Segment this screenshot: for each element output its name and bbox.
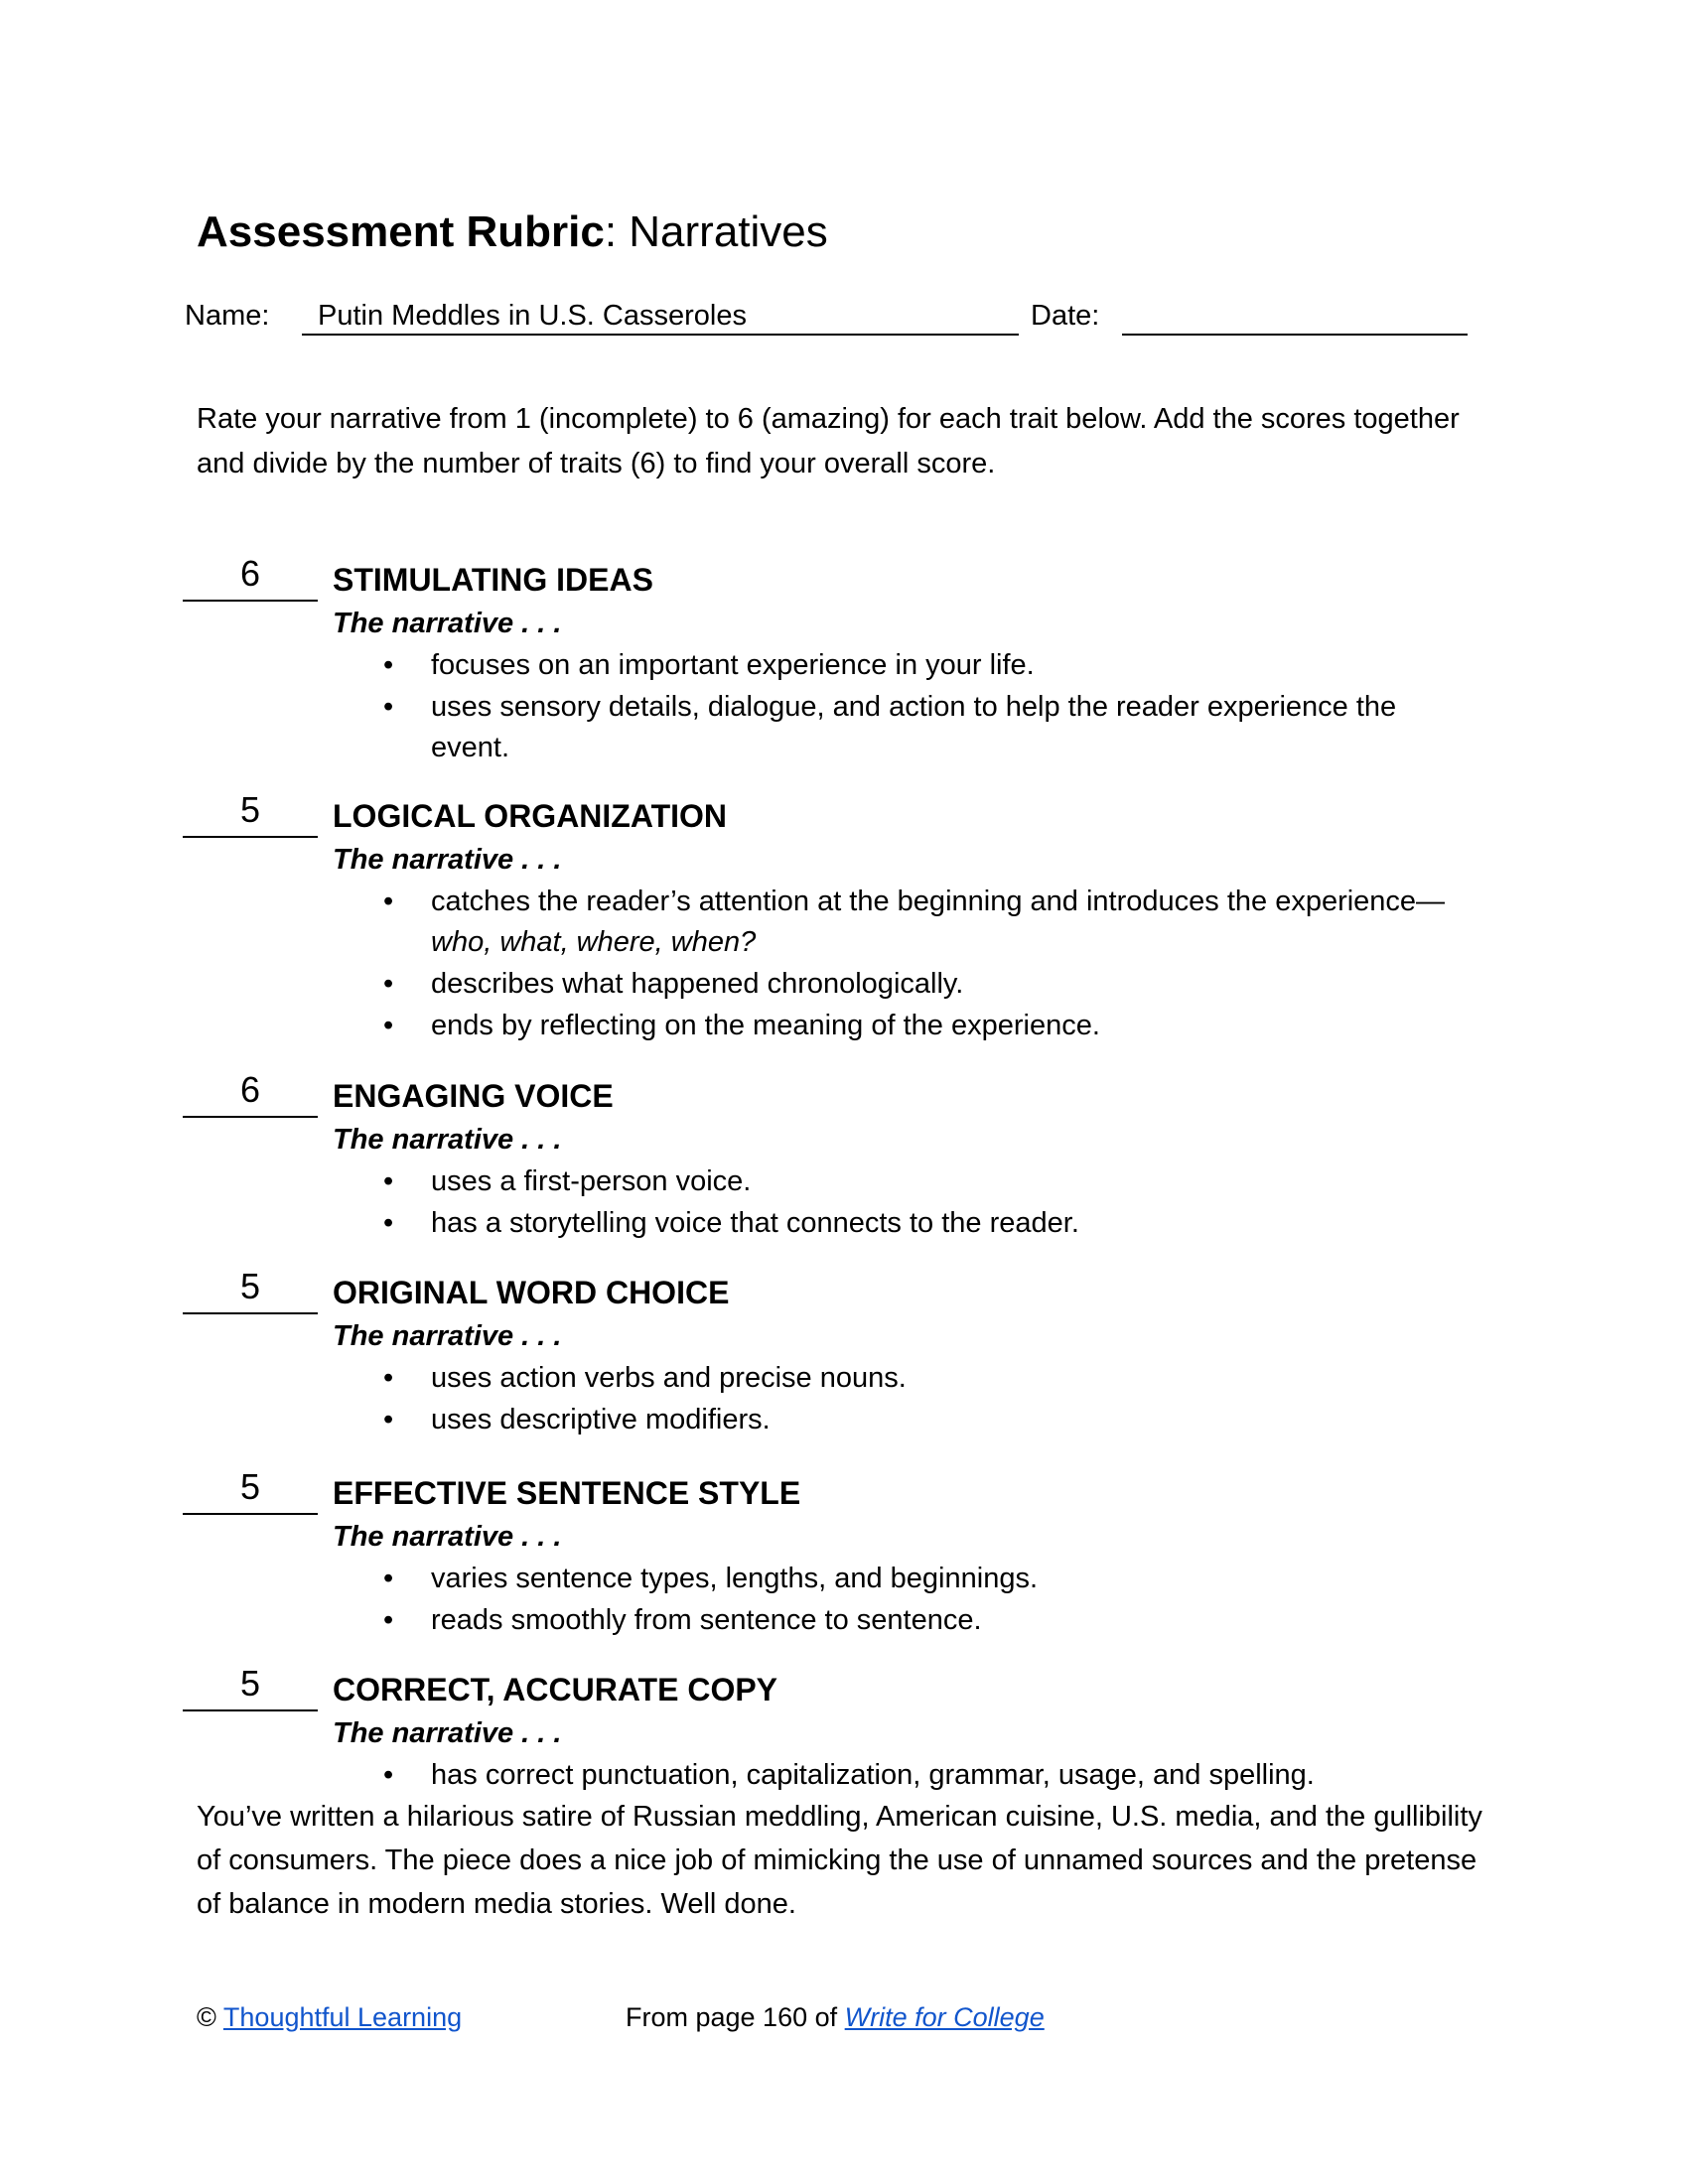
criteria-list <box>0 1559 1688 1642</box>
bullet-icon: • <box>383 1404 394 1435</box>
criteria-list <box>0 645 1688 769</box>
criterion-text: varies sentence types, lengths, and beginnings. <box>431 1563 1039 1594</box>
criterion-text: uses action verbs and precise nouns. <box>431 1362 907 1394</box>
criterion-italic: who, what, where, when? <box>431 926 757 958</box>
trait-title: STIMULATING IDEAS <box>333 562 653 598</box>
score-field[interactable]: 6 <box>183 1070 318 1118</box>
list-item <box>0 1006 1464 1046</box>
trait-title: ENGAGING VOICE <box>333 1078 614 1114</box>
trait-subhead: The narrative . . . <box>333 844 562 876</box>
list-item <box>0 964 1464 1005</box>
list-item <box>0 1600 1464 1641</box>
copyright-symbol: © <box>197 2002 216 2032</box>
footer-copyright <box>197 1997 462 2037</box>
page-title <box>197 205 828 260</box>
list-item <box>0 687 1464 768</box>
bullet-icon: • <box>383 1207 394 1239</box>
book-link[interactable]: Write for College <box>844 2002 1045 2032</box>
list-item <box>0 1400 1464 1440</box>
title-rest: : Narratives <box>604 207 828 256</box>
list-item <box>0 1559 1464 1599</box>
bullet-icon: • <box>383 1563 394 1594</box>
instructions: Rate your narrative from 1 (incomplete) to 6 (amazing) for each trait below. Add the scores together and divide by the number of traits (6) to find your overall score. <box>197 403 1460 479</box>
score-field[interactable]: 5 <box>183 1467 318 1515</box>
trait-title: ORIGINAL WORD CHOICE <box>333 1275 730 1310</box>
list-item <box>0 1203 1464 1244</box>
criterion-text: has correct punctuation, capitalization, grammar, usage, and spelling. <box>431 1759 1315 1791</box>
bullet-icon: • <box>383 1604 394 1636</box>
title-bold: Assessment Rubric <box>197 207 605 256</box>
trait-title: CORRECT, ACCURATE COPY <box>333 1672 778 1707</box>
list-item <box>0 1755 1464 1796</box>
criteria-list <box>0 1755 1688 1797</box>
criteria-list <box>0 882 1688 1047</box>
criterion-text: uses a first-person voice. <box>431 1165 752 1197</box>
bullet-icon: • <box>383 1165 394 1197</box>
bullet-icon: • <box>383 968 394 1000</box>
list-item <box>0 1358 1464 1399</box>
teacher-comment: You’ve written a hilarious satire of Russian meddling, American cuisine, U.S. media, and the gullibility of consumers. The piece does a nice job of mimicking the use of unnamed sources and the pretense of balance in modern media stories. Well done. <box>197 1801 1482 1920</box>
criterion-text: describes what happened chronologically. <box>431 968 964 1000</box>
publisher-link[interactable]: Thoughtful Learning <box>222 2002 463 2032</box>
name-field[interactable]: Putin Meddles in U.S. Casseroles <box>302 294 1019 336</box>
footer-source <box>626 1997 1045 2037</box>
criterion-text: reads smoothly from sentence to sentence. <box>431 1604 982 1636</box>
trait-subhead: The narrative . . . <box>333 1124 562 1156</box>
source-prefix: From page 160 of <box>626 2002 838 2032</box>
score-field[interactable]: 6 <box>183 554 318 602</box>
criterion-text: ends by reflecting on the meaning of the experience. <box>431 1010 1100 1041</box>
trait-subhead: The narrative . . . <box>333 1521 562 1553</box>
list-item <box>0 645 1464 686</box>
trait-subhead: The narrative . . . <box>333 1320 562 1352</box>
trait-title: EFFECTIVE SENTENCE STYLE <box>333 1475 801 1511</box>
bullet-icon: • <box>383 691 394 723</box>
bullet-icon: • <box>383 1362 394 1394</box>
criterion-text: has a storytelling voice that connects to the reader. <box>431 1207 1079 1239</box>
bullet-icon: • <box>383 1010 394 1041</box>
list-item <box>0 882 1464 963</box>
criteria-list <box>0 1161 1688 1245</box>
date-field[interactable] <box>1122 294 1468 336</box>
criterion-text: uses descriptive modifiers. <box>431 1404 771 1435</box>
score-field[interactable]: 5 <box>183 1664 318 1711</box>
bullet-icon: • <box>383 1759 394 1791</box>
date-label: Date: <box>1031 300 1100 332</box>
score-field[interactable]: 5 <box>183 1267 318 1314</box>
score-field[interactable]: 5 <box>183 790 318 838</box>
bullet-icon: • <box>383 886 394 917</box>
bullet-icon: • <box>383 649 394 681</box>
criterion-text: catches the reader’s attention at the beginning and introduces the experience— <box>431 886 1446 917</box>
trait-subhead: The narrative . . . <box>333 608 562 639</box>
list-item <box>0 1161 1464 1202</box>
name-label: Name: <box>185 300 270 332</box>
criterion-text: uses sensory details, dialogue, and action to help the reader experience the event. <box>431 691 1397 763</box>
name-date-row <box>185 294 1476 338</box>
criterion-text: focuses on an important experience in your life. <box>431 649 1035 681</box>
trait-subhead: The narrative . . . <box>333 1717 562 1749</box>
trait-title: LOGICAL ORGANIZATION <box>333 798 728 834</box>
criteria-list <box>0 1358 1688 1441</box>
